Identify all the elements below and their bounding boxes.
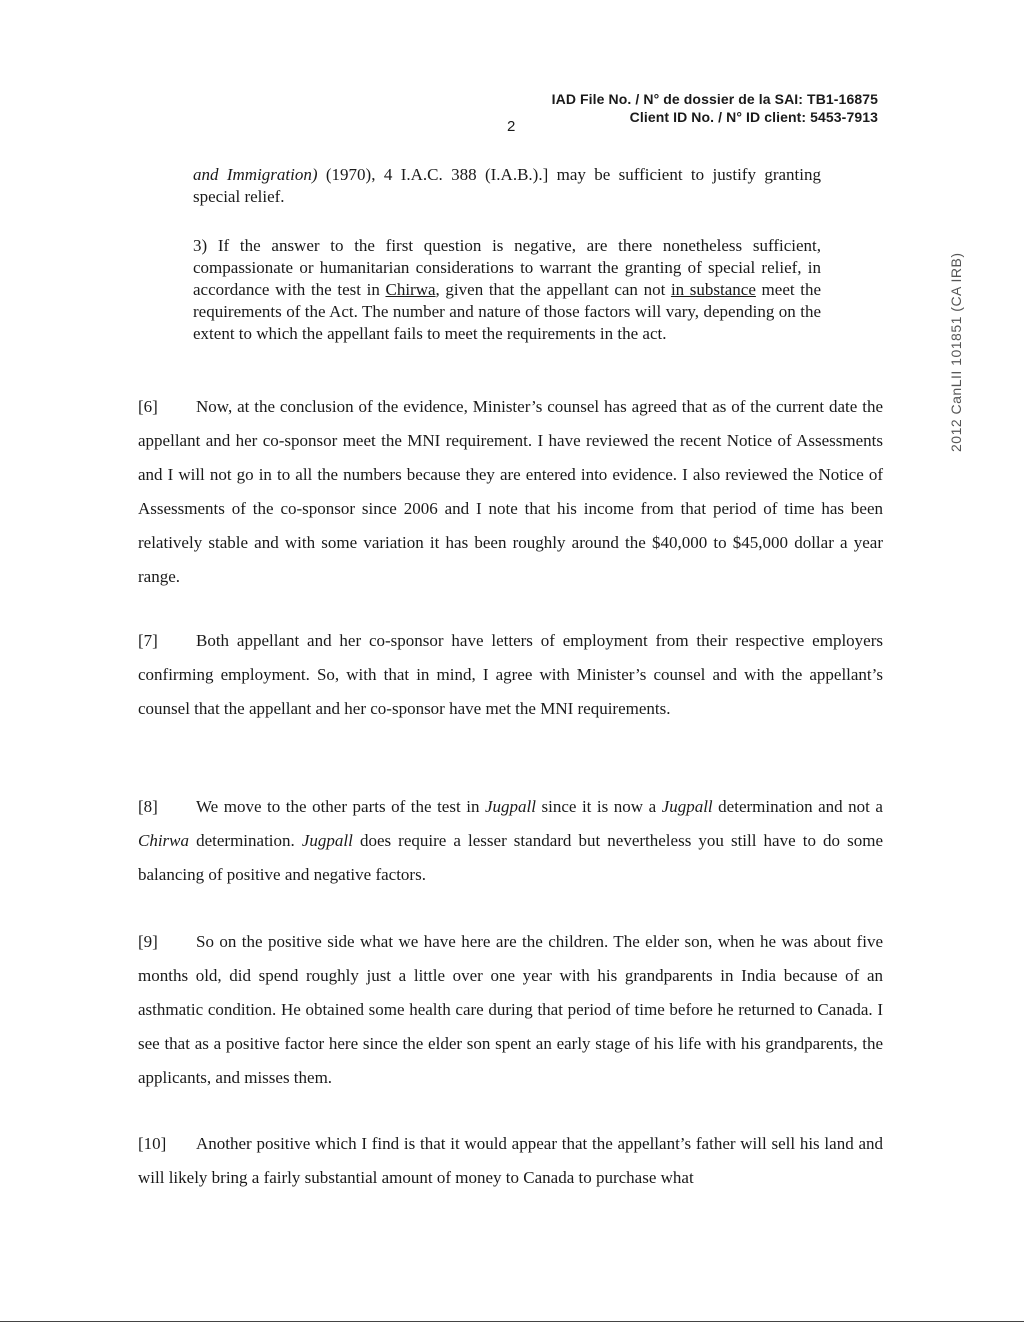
paragraph-text: So on the positive side what we have here are the children. The elder son, when he was about five months old, did spend roughly just a little over one year with his grandparents in India because of an asthmatic condition. He obtained some health care during that period of time before he returned to Canada. I see that as a positive factor here since the elder son spent an early stage of his life with his grandparents, the applicants, and misses them.	[138, 932, 883, 1087]
paragraph-text-4: determination.	[189, 831, 302, 850]
page-number: 2	[507, 118, 516, 135]
italic-jugpall: Jugpall	[661, 797, 713, 816]
quote-item-text-2: , given that the appellant can not	[435, 280, 671, 299]
paragraph-number: [7]	[138, 631, 158, 650]
quote-item-number: 3)	[193, 236, 208, 255]
paragraph-text-1: We move to the other parts of the test in	[196, 797, 485, 816]
quote-continuation-text: (1970), 4 I.A.C. 388 (I.A.B.).] may be sufficient to justify granting special relief.	[193, 165, 821, 206]
quote-underlined-chirwa: Chirwa	[385, 280, 436, 299]
quote-item-3	[193, 235, 821, 345]
paragraph-number: [10]	[138, 1134, 167, 1153]
canlii-citation: 2012 CanLII 101851 (CA IRB)	[948, 252, 964, 452]
paragraph-text-2: since it is now a	[535, 797, 662, 816]
paragraph-number: [8]	[138, 797, 158, 816]
quote-continuation	[193, 164, 821, 208]
iad-file-number: IAD File No. / N° de dossier de la SAI: TB1-16875	[551, 91, 878, 107]
italic-chirwa: Chirwa	[138, 831, 190, 850]
paragraph-text: Now, at the conclusion of the evidence, Minister’s counsel has agreed that as of the current date the appellant and her co-sponsor meet the MNI requirement. I have reviewed the recent Notice of Assessments and I will not go in to all the numbers because they are entered into evidence. I also reviewed the Notice of Assessments of the co-sponsor since 2006 and I note that his income from that period of time has been relatively stable and with some variation it has been roughly around the $40,000 to $45,000 dollar a year range.	[138, 397, 883, 586]
paragraph-text-5: does require a lesser standard but nevertheless you still have to do some balancing of positive and negative factors.	[138, 831, 883, 884]
paragraph-6	[138, 390, 883, 594]
paragraph-text-3: determination and not a	[712, 797, 883, 816]
paragraph-9	[138, 925, 883, 1095]
bottom-edge-line	[0, 1321, 1024, 1322]
client-id-number: Client ID No. / N° ID client: 5453-7913	[629, 109, 878, 125]
paragraph-text: Another positive which I find is that it would appear that the appellant’s father will sell his land and will likely bring a fairly substantial amount of money to Canada to purchase what	[138, 1134, 883, 1187]
paragraph-number: [6]	[138, 397, 158, 416]
italic-jugpall: Jugpall	[484, 797, 536, 816]
quote-underlined-substance: in substance	[670, 280, 756, 299]
quote-italic-case: and Immigration)	[193, 165, 318, 184]
file-header	[552, 90, 878, 126]
quote-item-text-1: If the answer to the first question is negative, are there nonetheless sufficient, compassionate or humanitarian considerations to warrant the granting of special relief, in accordance with the test in	[193, 236, 821, 299]
paragraph-7	[138, 624, 883, 726]
paragraph-10	[138, 1127, 883, 1195]
italic-jugpall: Jugpall	[301, 831, 353, 850]
paragraph-8	[138, 790, 883, 892]
quote-item-text-3: meet the requirements of the Act. The number and nature of those factors will vary, depending on the extent to which the appellant fails to meet the requirements in the act.	[193, 280, 821, 343]
paragraph-number: [9]	[138, 932, 158, 951]
paragraph-text: Both appellant and her co-sponsor have letters of employment from their respective employers confirming employment. So, with that in mind, I agree with Minister’s counsel and with the appellant’s counsel that the appellant and her co-sponsor have met the MNI requirements.	[138, 631, 883, 718]
